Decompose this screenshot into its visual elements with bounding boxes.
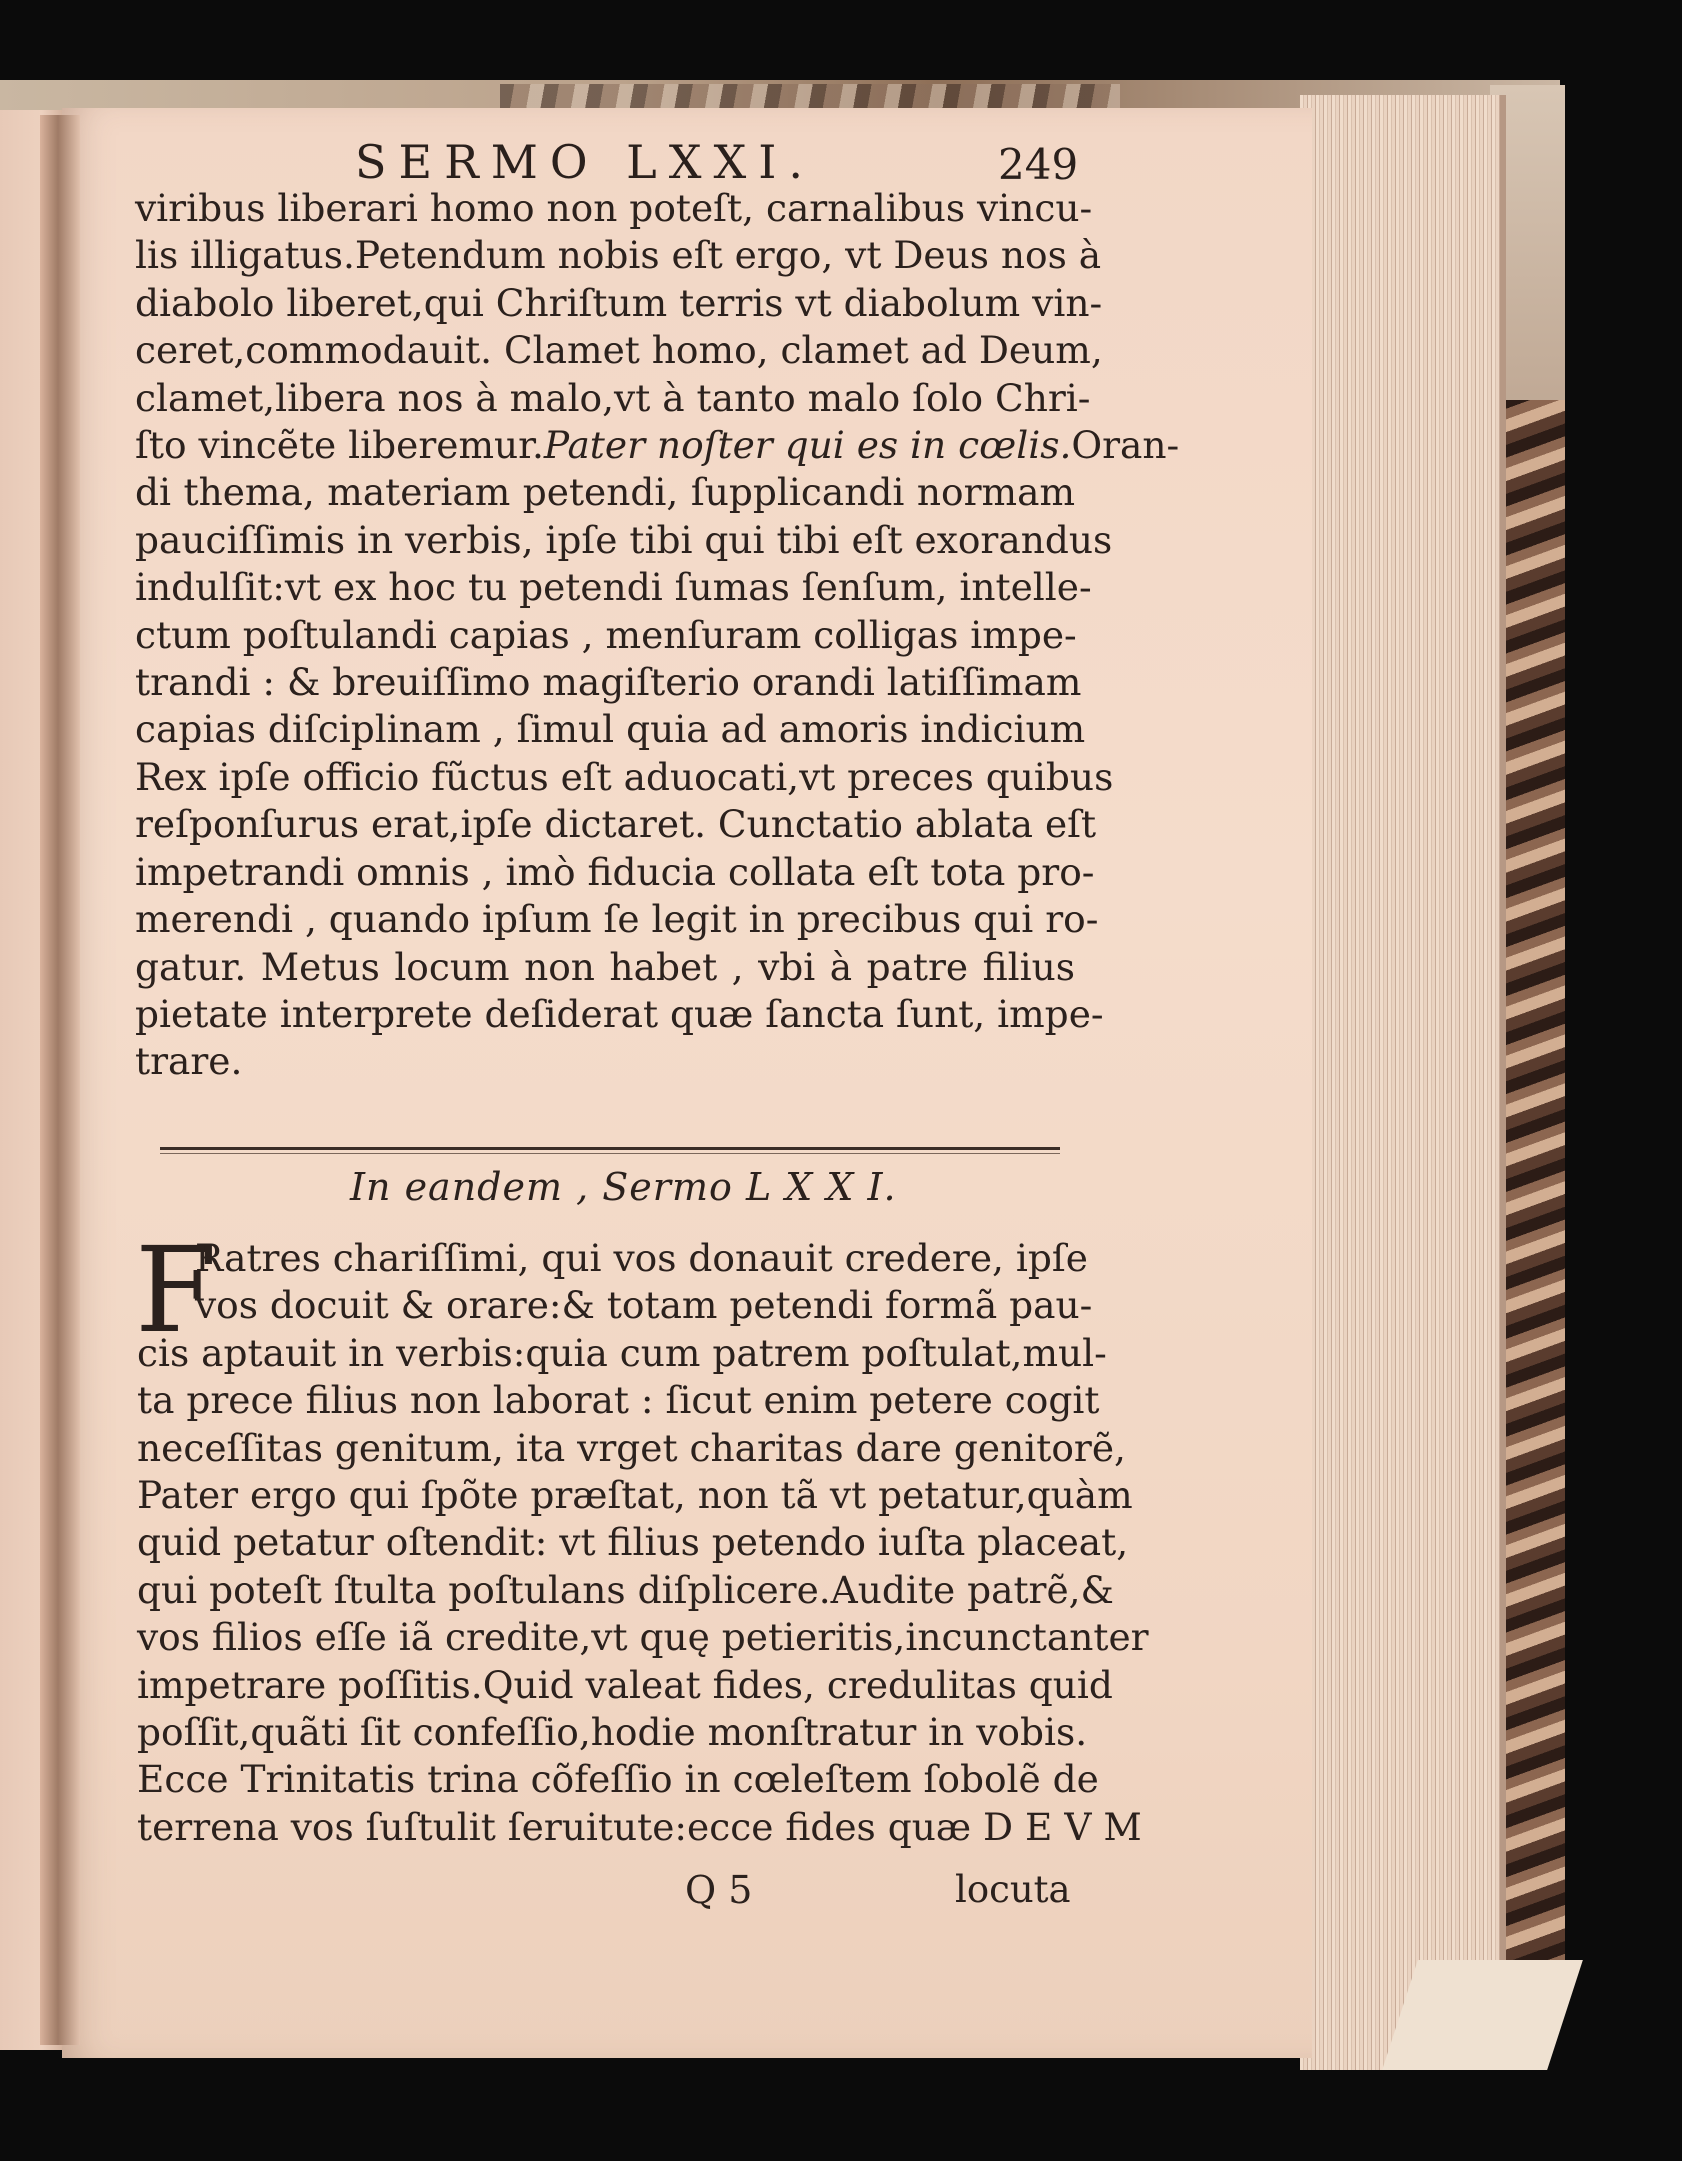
text-line: neceſſitas genitum, ita vrget charitas dare genitorẽ, [137, 1425, 1126, 1470]
signature-mark: Q 5 [685, 1868, 753, 1912]
text-line: clamet,libera nos à malo,vt à tanto malo ſolo Chri- [135, 375, 1091, 420]
text-line: viribus liberari homo non poteſt, carnalibus vincu- [135, 186, 1093, 230]
text-line: merendi , quando ipſum ſe legit in precibus qui ro- [135, 897, 1099, 942]
catchword: locuta [955, 1868, 1071, 1911]
text-line: trandi : & breuiſſimo magiſterio orandi latiſſimam [135, 660, 1082, 705]
text-line: capias diſciplinam , ſimul quia ad amoris indicium [135, 707, 1086, 752]
drop-cap: F [135, 1221, 217, 1359]
text-line: di thema, materiam petendi, ſupplicandi normam [135, 470, 1075, 515]
text-line: ta prece filius non laborat : ſicut enim petere cogit [137, 1378, 1100, 1423]
running-head: SERMO LXXI. [355, 135, 815, 189]
page-fore-edge [1300, 95, 1506, 2070]
text-line: ctum poſtulandi capias , menſuram colligas impe- [135, 612, 1077, 657]
text-line: Pater ergo qui ſpõte præſtat, non tã vt petatur,quàm [137, 1473, 1133, 1518]
italic-quote: Pater noſter qui es in cœlis. [543, 423, 1072, 468]
page-number: 249 [998, 140, 1079, 189]
text-line: vos filios eſſe iã credite,vt quę petieritis,incunctanter [137, 1615, 1149, 1660]
text-line: diabolo liberet,qui Chriſtum terris vt diabolum vin- [135, 280, 1103, 325]
text-line: vos docuit & orare:& totam petendi formã pau- [195, 1283, 1093, 1328]
gutter [40, 115, 80, 2045]
text-line-mixed [135, 422, 1180, 469]
text-line: reſponſurus erat,ipſe dictaret. Cunctatio ablata eſt [135, 802, 1097, 847]
text-line: quid petatur oſtendit: vt filius petendo iuſta placeat, [137, 1520, 1129, 1565]
text-line: poſſit,quãti ſit confeſſio,hodie monſtratur in vobis. [137, 1710, 1088, 1755]
text-line: qui poteſt ſtulta poſtulans diſplicere.Audite patrẽ,& [137, 1567, 1114, 1612]
text-block-2 [135, 1221, 1149, 1851]
text-segment: ſto vincẽte liberemur. [135, 423, 544, 468]
text-line: Ratres chariſſimi, qui vos donauit credere, ipſe [195, 1236, 1088, 1280]
text-line: trare. [135, 1039, 243, 1084]
sermon-title: In eandem , Sermo L X X I. [350, 1165, 897, 1209]
text-line: cis aptauit in verbis:quia cum patrem poſtulat,mul- [137, 1330, 1107, 1375]
cover-corner [1382, 1960, 1583, 2070]
text-line: impetrandi omnis , imò fiducia collata eſt tota pro- [135, 849, 1095, 894]
text-line: impetrare poſſitis.Quid valeat fides, credulitas quid [137, 1662, 1113, 1707]
text-line: pauciſſimis in verbis, ipſe tibi qui tibi eſt exorandus [135, 517, 1113, 562]
text-line: Rex ipſe officio fũctus eſt aduocati,vt preces quibus [135, 754, 1114, 799]
text-line: lis illigatus.Petendum nobis eſt ergo, vt Deus nos à [135, 233, 1102, 278]
text-line: indulſit:vt ex hoc tu petendi ſumas ſenſum, intelle- [135, 565, 1092, 610]
text-block-1 [135, 185, 1180, 1086]
text-line: pietate interprete deſiderat quæ ſancta ſunt, impe- [135, 991, 1104, 1036]
text-line: gatur. Metus locum non habet , vbi à patre filius [135, 944, 1075, 989]
section-divider [160, 1147, 1060, 1150]
text-line: terrena vos ſuſtulit ſeruitute:ecce fides quæ D E V M [137, 1804, 1142, 1849]
text-line: ceret,commodauit. Clamet homo, clamet ad Deum, [135, 328, 1103, 373]
text-line: Ecce Trinitatis trina cõfeſſio in cœleſtem ſobolẽ de [137, 1757, 1099, 1802]
text-segment: Oran- [1071, 423, 1180, 468]
